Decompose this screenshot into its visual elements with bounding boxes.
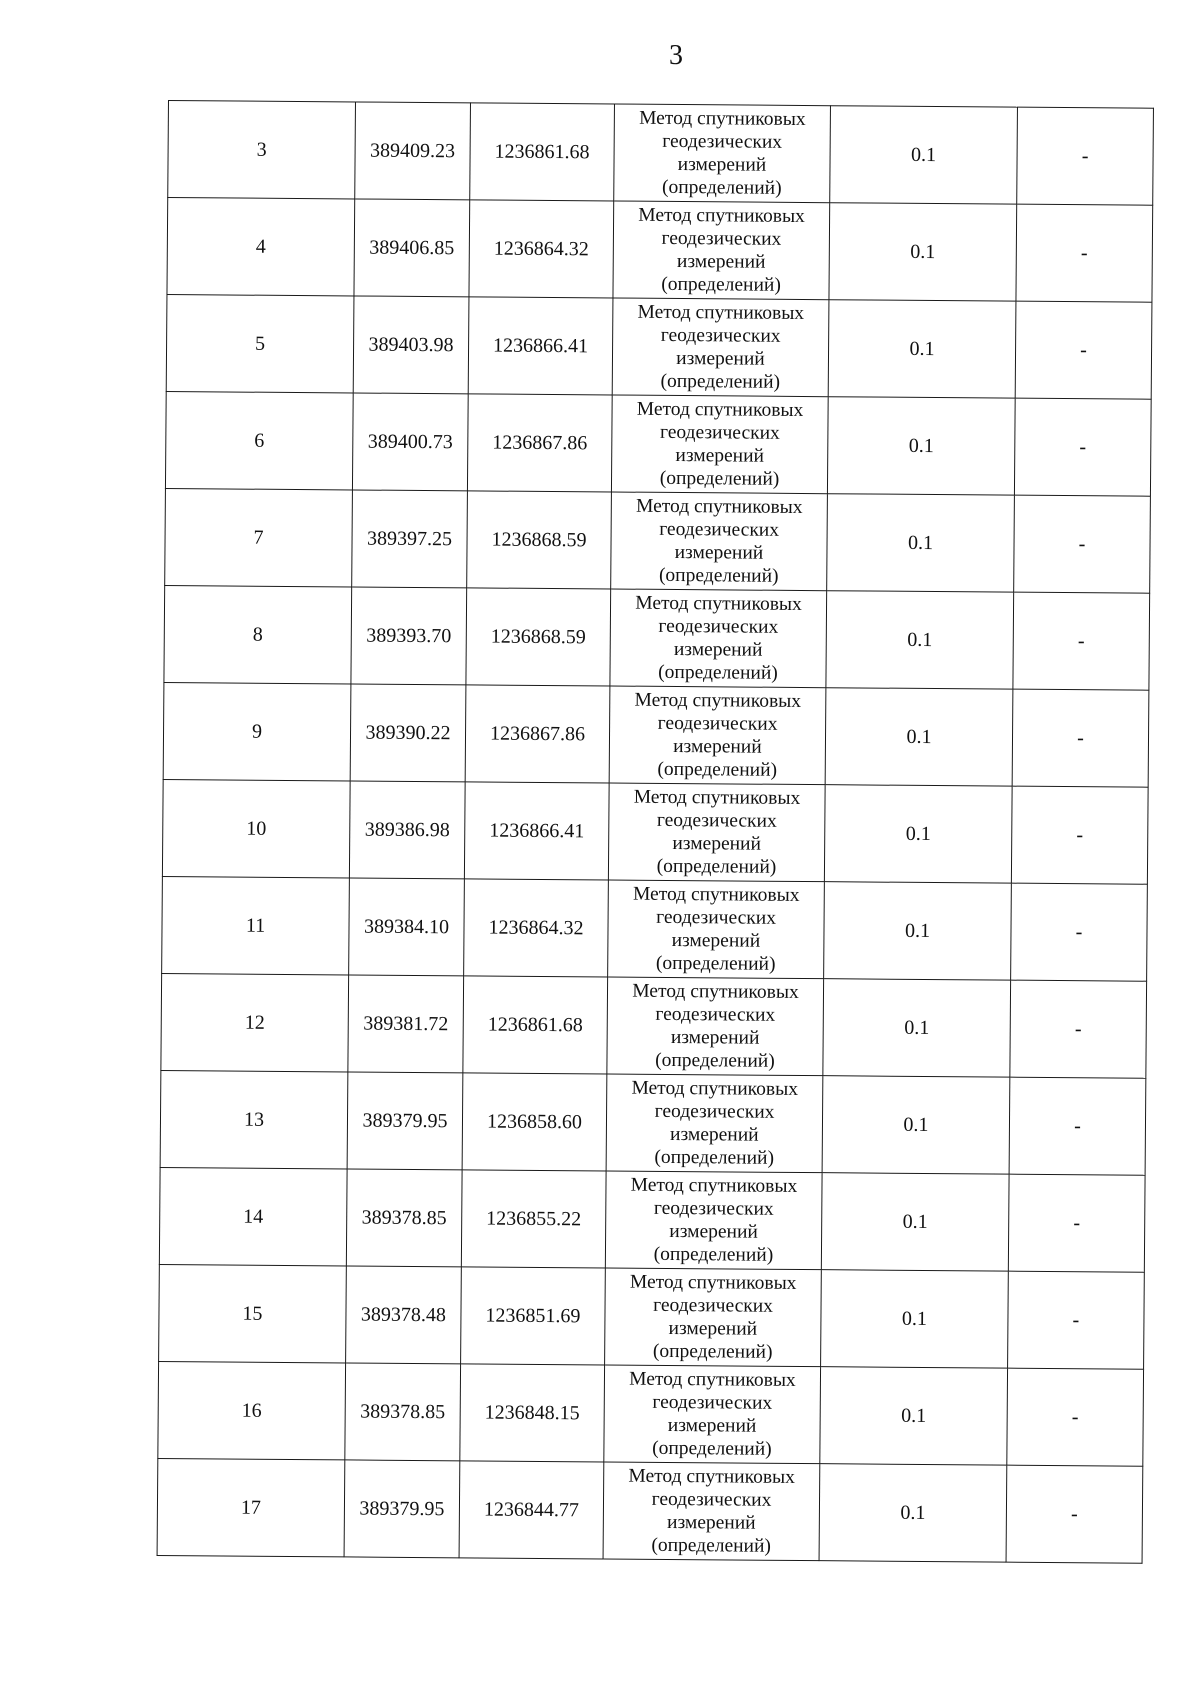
- y-coordinate-cell: 1236861.68: [463, 976, 608, 1074]
- method-line: измерений: [666, 1511, 756, 1534]
- method-line: Метод спутниковых: [638, 204, 805, 228]
- method-line: Метод спутниковых: [629, 1271, 797, 1294]
- accuracy-cell: 0.1: [828, 300, 1016, 398]
- note-cell: -: [1017, 107, 1154, 205]
- accuracy-cell: 0.1: [824, 785, 1012, 883]
- point-number-cell: 6: [165, 391, 353, 489]
- point-number-cell: 13: [160, 1070, 348, 1168]
- method-line: Метод спутниковых: [629, 1368, 796, 1391]
- method-line: измерений: [674, 541, 764, 564]
- method-line: измерений: [677, 154, 767, 176]
- note-cell: -: [1014, 398, 1151, 496]
- accuracy-cell: 0.1: [829, 203, 1017, 301]
- method-line: (определений): [653, 1243, 774, 1266]
- point-number-cell: 10: [162, 779, 350, 877]
- method-line: геодезических: [660, 324, 781, 347]
- point-number-cell: 8: [164, 585, 352, 683]
- table-row: [159, 1264, 1145, 1369]
- accuracy-cell: 0.1: [826, 591, 1014, 689]
- table-row: [165, 391, 1151, 496]
- note-cell: -: [1007, 1368, 1144, 1466]
- note-cell: -: [1014, 495, 1151, 593]
- y-coordinate-cell: 1236855.22: [461, 1170, 606, 1268]
- method-line: (определений): [652, 1340, 773, 1363]
- table-row: [160, 1070, 1146, 1175]
- y-coordinate-cell: 1236867.86: [465, 685, 610, 783]
- table-row: [165, 488, 1151, 593]
- method-cell: [606, 1074, 823, 1173]
- method-line: (определений): [655, 1049, 775, 1072]
- table-row: [167, 198, 1153, 303]
- method-line: измерений: [675, 444, 765, 467]
- accuracy-cell: 0.1: [821, 1270, 1009, 1368]
- table-row: [162, 779, 1148, 884]
- y-coordinate-cell: 1236864.32: [464, 879, 609, 977]
- accuracy-cell: 0.1: [821, 1173, 1009, 1271]
- method-line: геодезических: [659, 518, 780, 541]
- method-line: геодезических: [654, 1100, 775, 1123]
- point-number-cell: 11: [162, 876, 350, 974]
- method-line: (определений): [655, 952, 776, 975]
- method-line: Метод спутниковых: [631, 1077, 799, 1100]
- x-coordinate-cell: 389378.85: [345, 1363, 461, 1461]
- method-cell: [610, 589, 827, 688]
- method-cell: [609, 686, 826, 785]
- method-line: (определений): [661, 273, 781, 296]
- method-line: (определений): [651, 1534, 772, 1557]
- method-line: геодезических: [656, 906, 777, 929]
- method-cell: [611, 395, 828, 494]
- method-cell: [605, 1171, 822, 1270]
- method-line: измерений: [676, 251, 766, 273]
- note-cell: -: [1010, 980, 1147, 1078]
- method-line: Метод спутниковых: [639, 107, 806, 131]
- accuracy-cell: 0.1: [823, 979, 1011, 1077]
- method-cell: [608, 783, 825, 882]
- method-line: измерений: [676, 347, 765, 370]
- point-number-cell: 14: [159, 1167, 347, 1265]
- method-line: геодезических: [656, 809, 777, 832]
- page-number: 3: [669, 40, 683, 71]
- x-coordinate-cell: 389397.25: [352, 490, 468, 588]
- method-line: (определений): [659, 467, 780, 490]
- method-line: измерений: [668, 1317, 758, 1340]
- method-line: Метод спутниковых: [633, 786, 801, 809]
- table-row: [157, 1458, 1143, 1563]
- accuracy-cell: 0.1: [830, 106, 1018, 204]
- table-row: [163, 682, 1149, 787]
- accuracy-cell: 0.1: [827, 397, 1015, 495]
- method-line: геодезических: [652, 1391, 773, 1414]
- method-line: Метод спутниковых: [630, 1174, 798, 1197]
- method-line: Метод спутниковых: [634, 689, 802, 712]
- table-row: [159, 1167, 1145, 1272]
- method-line: Метод спутниковых: [632, 980, 799, 1003]
- table-row: [166, 294, 1152, 399]
- y-coordinate-cell: 1236848.15: [460, 1364, 605, 1462]
- method-cell: [612, 298, 829, 397]
- note-cell: -: [1006, 1465, 1143, 1563]
- point-number-cell: 9: [163, 682, 351, 780]
- x-coordinate-cell: 389378.48: [346, 1266, 462, 1364]
- method-line: геодезических: [657, 712, 778, 735]
- point-number-cell: 16: [158, 1361, 346, 1459]
- point-number-cell: 3: [168, 101, 356, 199]
- method-line: (определений): [654, 1146, 775, 1169]
- y-coordinate-cell: 1236858.60: [462, 1073, 607, 1171]
- note-cell: -: [1009, 1077, 1146, 1175]
- x-coordinate-cell: 389384.10: [349, 878, 465, 976]
- method-cell: [607, 977, 824, 1076]
- method-line: (определений): [657, 758, 778, 781]
- method-line: геодезических: [662, 130, 783, 153]
- note-cell: -: [1012, 689, 1149, 787]
- y-coordinate-cell: 1236866.41: [464, 782, 609, 880]
- method-line: (определений): [661, 176, 782, 199]
- point-number-cell: 12: [161, 973, 349, 1071]
- x-coordinate-cell: 389379.95: [347, 1072, 463, 1170]
- method-line: (определений): [658, 661, 778, 684]
- note-cell: -: [1008, 1174, 1145, 1272]
- y-coordinate-cell: 1236851.69: [461, 1267, 606, 1365]
- method-line: измерений: [673, 735, 762, 758]
- point-number-cell: 7: [165, 488, 353, 586]
- method-line: геодезических: [661, 227, 782, 250]
- method-line: геодезических: [659, 421, 780, 444]
- note-cell: -: [1011, 883, 1148, 981]
- y-coordinate-cell: 1236861.68: [470, 103, 615, 201]
- note-cell: -: [1013, 592, 1150, 690]
- table-row: [158, 1361, 1144, 1466]
- method-line: измерений: [673, 638, 763, 661]
- method-cell: [604, 1365, 821, 1464]
- method-line: измерений: [671, 929, 761, 952]
- accuracy-cell: 0.1: [819, 1464, 1007, 1562]
- point-number-cell: 4: [167, 198, 355, 296]
- method-line: Метод спутниковых: [632, 883, 800, 906]
- x-coordinate-cell: 389378.85: [346, 1169, 462, 1267]
- x-coordinate-cell: 389379.95: [344, 1460, 460, 1558]
- x-coordinate-cell: 389409.23: [355, 102, 471, 200]
- method-line: геодезических: [651, 1488, 772, 1511]
- accuracy-cell: 0.1: [822, 1076, 1010, 1174]
- method-line: (определений): [652, 1437, 772, 1460]
- method-cell: [611, 492, 828, 591]
- method-line: Метод спутниковых: [635, 592, 802, 615]
- method-line: измерений: [667, 1414, 757, 1437]
- x-coordinate-cell: 389390.22: [350, 684, 466, 782]
- method-line: (определений): [658, 564, 779, 587]
- y-coordinate-cell: 1236868.59: [466, 588, 611, 686]
- x-coordinate-cell: 389381.72: [348, 975, 464, 1073]
- method-cell: [605, 1268, 822, 1367]
- method-line: Метод спутниковых: [636, 398, 804, 421]
- table-row: [168, 101, 1154, 206]
- method-line: (определений): [660, 370, 781, 393]
- note-cell: -: [1016, 204, 1153, 302]
- y-coordinate-cell: 1236866.41: [468, 297, 613, 395]
- point-number-cell: 5: [166, 294, 354, 392]
- method-line: геодезических: [653, 1197, 774, 1220]
- accuracy-cell: 0.1: [827, 494, 1015, 592]
- note-cell: -: [1011, 786, 1148, 884]
- method-line: Метод спутниковых: [635, 495, 803, 518]
- method-line: измерений: [670, 1123, 759, 1146]
- method-line: измерений: [669, 1220, 758, 1243]
- table-body: [157, 101, 1153, 1564]
- accuracy-cell: 0.1: [825, 688, 1013, 786]
- y-coordinate-cell: 1236868.59: [467, 491, 612, 589]
- x-coordinate-cell: 389393.70: [351, 587, 467, 685]
- method-cell: [608, 880, 825, 979]
- method-line: геодезических: [655, 1003, 776, 1026]
- x-coordinate-cell: 389403.98: [353, 296, 469, 394]
- method-cell: [614, 104, 831, 203]
- method-line: измерений: [670, 1026, 760, 1049]
- table-row: [161, 973, 1147, 1078]
- note-cell: -: [1008, 1271, 1145, 1369]
- method-cell: [613, 201, 830, 300]
- coordinates-table: [157, 100, 1154, 1564]
- y-coordinate-cell: 1236867.86: [467, 394, 612, 492]
- table-row: [162, 876, 1148, 981]
- table-row: [164, 585, 1150, 690]
- y-coordinate-cell: 1236844.77: [459, 1461, 604, 1559]
- accuracy-cell: 0.1: [824, 882, 1012, 980]
- method-line: геодезических: [653, 1294, 774, 1317]
- note-cell: -: [1015, 301, 1152, 399]
- method-line: измерений: [672, 832, 762, 855]
- point-number-cell: 17: [157, 1458, 345, 1556]
- y-coordinate-cell: 1236864.32: [469, 200, 614, 298]
- method-cell: [603, 1462, 820, 1561]
- accuracy-cell: 0.1: [820, 1367, 1008, 1465]
- x-coordinate-cell: 389400.73: [352, 393, 468, 491]
- x-coordinate-cell: 389386.98: [349, 781, 465, 879]
- method-line: Метод спутниковых: [628, 1465, 796, 1488]
- method-line: (определений): [656, 855, 777, 878]
- x-coordinate-cell: 389406.85: [354, 199, 470, 297]
- method-line: Метод спутниковых: [637, 301, 805, 325]
- method-line: геодезических: [658, 615, 779, 638]
- point-number-cell: 15: [159, 1264, 347, 1362]
